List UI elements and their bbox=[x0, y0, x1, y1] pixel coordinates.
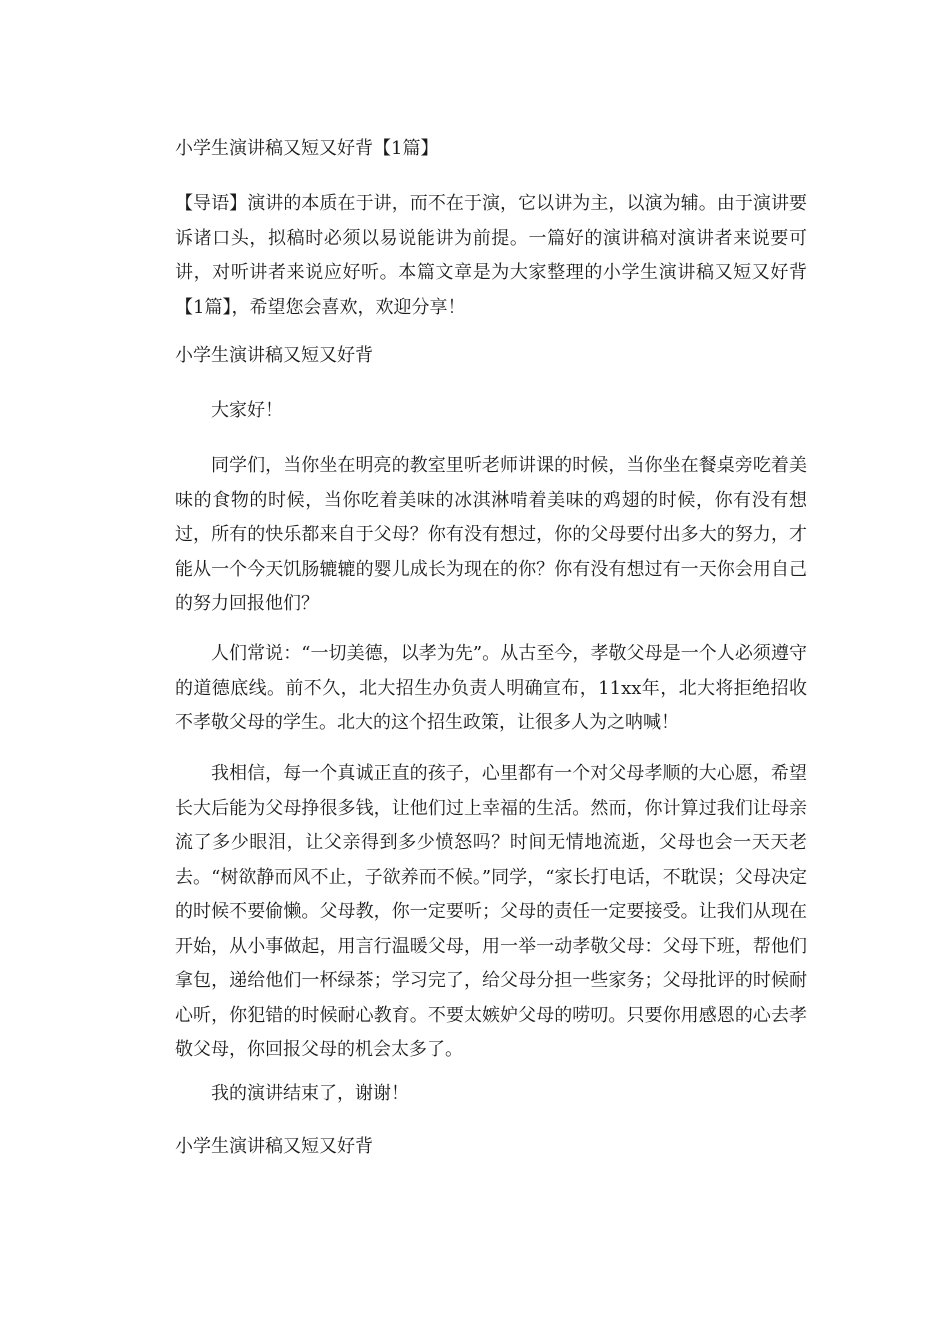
body-paragraph-1: 同学们，当你坐在明亮的教室里听老师讲课的时候，当你坐在餐桌旁吃着美味的食物的时候，当你吃着美味的冰淇淋啃着美味的鸡翅的时候，你有没有想过，所有的快乐都来自于父母？你有没有想过，你的父母要付出多大的努力，才能从一个今天饥肠辘辘的婴儿成长为现在的你？你有没有想过有一天你会用自己的努力回报他们？ bbox=[175, 455, 807, 614]
intro-paragraph: 【导语】演讲的本质在于讲，而不在于演，它以讲为主，以演为辅。由于演讲要诉诸口头，拟稿时必须以易说能讲为前提。一篇好的演讲稿对演讲者来说要可讲，对听讲者来说应好听。本篇文章是为大家整理的小学生演讲稿又短又好背【1篇】，希望您会喜欢，欢迎分享！ bbox=[175, 193, 807, 318]
footer-heading: 小学生演讲稿又短又好背 bbox=[175, 1136, 373, 1157]
body-paragraph-2: 人们常说：“一切美德，以孝为先”。从古至今，孝敬父母是一个人必须遵守的道德底线。前不久，北大招生办负责人明确宣布，11xx年，北大将拒绝招收不孝敬父母的学生。北大的这个招生政策，让很多人为之呐喊！ bbox=[175, 643, 807, 733]
document-title: 小学生演讲稿又短又好背【1篇】 bbox=[175, 138, 439, 159]
greeting-line: 大家好！ bbox=[211, 400, 283, 421]
section-heading: 小学生演讲稿又短又好背 bbox=[175, 345, 373, 366]
closing-line: 我的演讲结束了，谢谢！ bbox=[211, 1083, 409, 1104]
body-paragraph-3: 我相信，每一个真诚正直的孩子，心里都有一个对父母孝顺的大心愿，希望长大后能为父母挣很多钱，让他们过上幸福的生活。然而，你计算过我们让母亲流了多少眼泪，让父亲得到多少愤怒吗？时间无情地流逝，父母也会一天天老去。“树欲静而风不止，子欲养而不候。”同学，“家长打电话，不耽误；父母决定的时候不要偷懒。父母教，你一定要听；父母的责任一定要接受。让我们从现在开始，从小事做起，用言行温暖父母，用一举一动孝敬父母：父母下班，帮他们拿包，递给他们一杯绿茶；学习完了，给父母分担一些家务；父母批评的时候耐心听，你犯错的时候耐心教育。不要太嫉妒父母的唠叨。只要你用感恩的心去孝敬父母，你回报父母的机会太多了。 bbox=[175, 763, 807, 1060]
